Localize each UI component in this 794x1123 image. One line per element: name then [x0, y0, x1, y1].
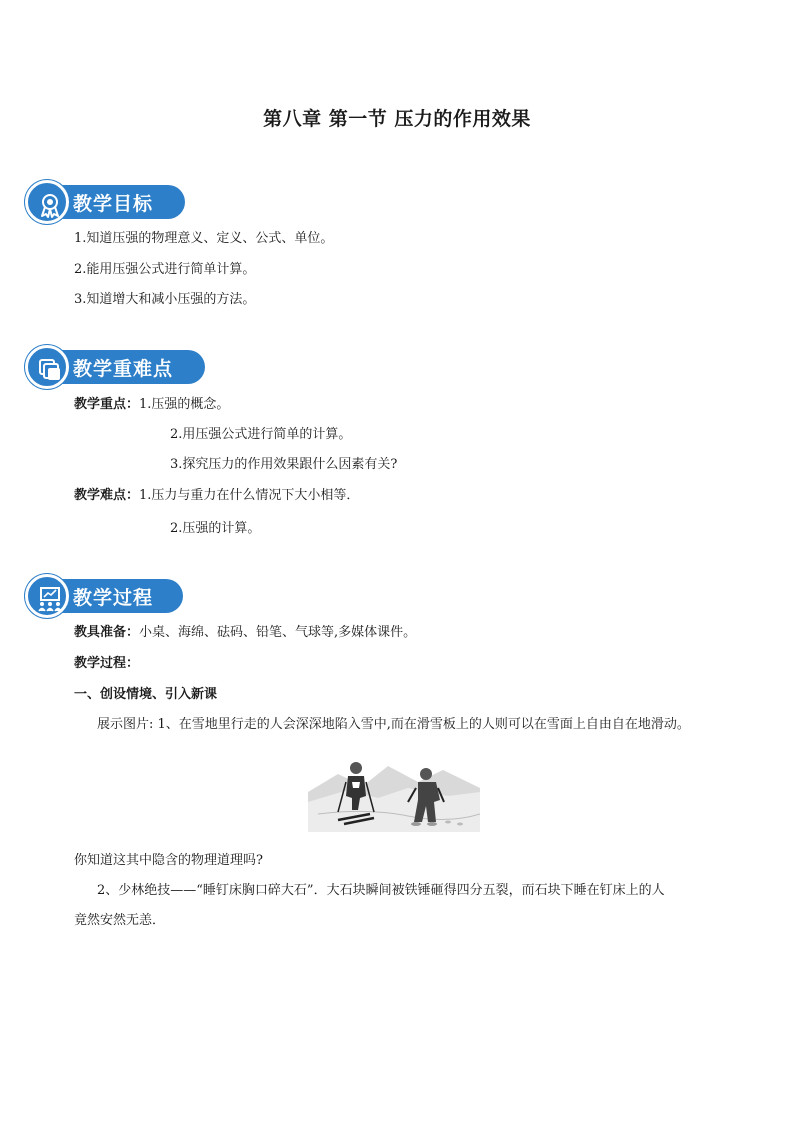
question-text: 你知道这其中隐含的物理道理吗? [74, 853, 263, 868]
focus-line [74, 396, 229, 414]
show-text: 展示图片: 1、在雪地里行走的人会深深地陷入雪中,而在滑雪板上的人则可以在雪面上自由自在地滑动。 [97, 717, 690, 732]
difficulty-line [74, 487, 359, 505]
focus-item: 2.用压强公式进行简单的计算。 [170, 427, 352, 442]
objective-item: 1.知道压强的物理意义、定义、公式、单位。 [74, 231, 334, 246]
award-ribbon-icon [25, 180, 69, 224]
example2-line1: 2、少林绝技——“睡钉床胸口碎大石”．大石块瞬间被铁锤砸得四分五裂，而石块下睡在钉床上的人 [97, 883, 665, 898]
difficulty-label: 教学难点： [74, 488, 140, 503]
objective-item: 3.知道增大和减小压强的方法。 [74, 292, 256, 307]
focus-label: 教学重点： [74, 397, 140, 412]
tools-label: 教具准备： [74, 625, 140, 640]
page-title: 第八章 第一节 压力的作用效果 [263, 108, 531, 130]
part1-heading: 一、创设情境、引入新课 [74, 687, 218, 702]
section-header-process [25, 574, 185, 618]
tools-line [74, 624, 416, 642]
section-title-objectives: 教学目标 [73, 193, 154, 215]
tools-text: 小桌、海绵、砝码、铅笔、气球等,多媒体课件。 [139, 625, 417, 640]
difficulty-item: 2.压强的计算。 [170, 521, 261, 536]
section-title-process: 教学过程 [73, 587, 154, 609]
presentation-audience-icon [25, 574, 69, 618]
stacked-pages-icon [25, 345, 69, 389]
focus-item: 3.探究压力的作用效果跟什么因素有关? [170, 457, 398, 472]
skiing-illustration [308, 752, 480, 832]
section-header-key-points [25, 345, 185, 389]
section-title-key-points: 教学重难点 [73, 358, 174, 380]
focus-item: 1.压强的概念。 [139, 397, 230, 412]
process-label: 教学过程： [74, 656, 140, 671]
section-header-objectives [25, 180, 185, 224]
example2-line2: 竟然安然无恙． [74, 913, 166, 928]
difficulty-item: 1.压力与重力在什么情况下大小相等． [139, 488, 360, 503]
objective-item: 2.能用压强公式进行简单计算。 [74, 262, 256, 277]
